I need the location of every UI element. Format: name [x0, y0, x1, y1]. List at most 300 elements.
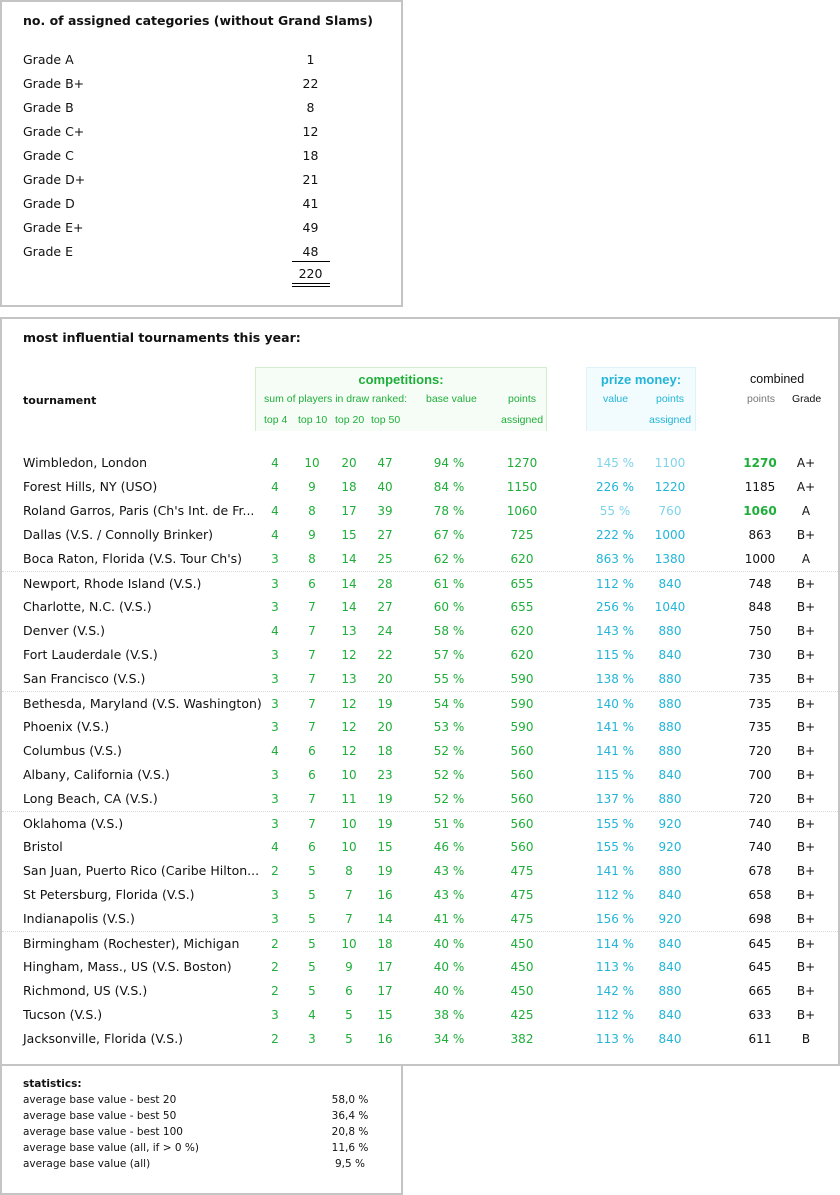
- cell-t50: 22: [377, 648, 393, 662]
- cell-base: 54 %: [433, 697, 465, 711]
- cell-cpts: 590: [510, 697, 534, 711]
- cell-cpts: 560: [510, 744, 534, 758]
- cell-t4: 2: [271, 960, 279, 974]
- tournament-name: Hingham, Mass., US (V.S. Boston): [23, 959, 232, 974]
- cell-grade: B+: [796, 984, 816, 998]
- cell-t4: 4: [271, 480, 279, 494]
- cell-t10: 6: [308, 577, 316, 591]
- cell-t20: 5: [345, 1008, 353, 1022]
- cell-grade: B+: [796, 960, 816, 974]
- cell-t10: 7: [308, 792, 316, 806]
- cell-grade: B+: [796, 624, 816, 638]
- cell-t10: 5: [308, 984, 316, 998]
- cell-t10: 5: [308, 960, 316, 974]
- cell-comb: 730: [748, 648, 772, 662]
- table-row: [2, 787, 838, 811]
- cell-ppts: 1380: [654, 552, 686, 566]
- cell-cpts: 560: [510, 768, 534, 782]
- cell-ppts: 1000: [654, 528, 686, 542]
- cell-cpts: 725: [510, 528, 534, 542]
- cell-t50: 17: [377, 984, 393, 998]
- cell-t50: 19: [377, 864, 393, 878]
- table-row: [2, 907, 838, 931]
- cell-t20: 14: [341, 552, 357, 566]
- cell-cpts: 655: [510, 600, 534, 614]
- grade-label: Grade C: [23, 148, 74, 163]
- cell-t50: 16: [377, 1032, 393, 1046]
- grade-count-panel: [0, 0, 403, 307]
- cell-t10: 9: [308, 480, 316, 494]
- table-row: [2, 643, 838, 667]
- statistic-value: 9,5 %: [334, 1158, 365, 1170]
- tournament-name: Long Beach, CA (V.S.): [23, 791, 158, 806]
- cell-pval: 115 %: [595, 648, 635, 662]
- cell-t10: 7: [308, 624, 316, 638]
- cell-comb: 735: [748, 697, 772, 711]
- cell-cpts: 620: [510, 552, 534, 566]
- cell-comb: 735: [748, 720, 772, 734]
- competitions-header: competitions:: [358, 372, 444, 387]
- cell-pval: 156 %: [595, 912, 635, 926]
- cell-base: 40 %: [433, 937, 465, 951]
- table-row: [2, 475, 838, 499]
- cell-t4: 3: [271, 1008, 279, 1022]
- cell-pval: 141 %: [595, 744, 635, 758]
- cell-t10: 5: [308, 864, 316, 878]
- cell-pval: 256 %: [595, 600, 635, 614]
- cell-t4: 2: [271, 864, 279, 878]
- col-tournament: tournament: [23, 394, 97, 407]
- cell-t10: 7: [308, 600, 316, 614]
- cell-pval: 113 %: [595, 960, 635, 974]
- cell-comb: 700: [748, 768, 772, 782]
- col-prize-value: value: [603, 393, 629, 405]
- tournament-name: Dallas (V.S. / Connolly Brinker): [23, 527, 214, 542]
- tournament-name: Boca Raton, Florida (V.S. Tour Ch's): [23, 551, 243, 566]
- cell-comb: 740: [748, 840, 772, 854]
- grade-label: Grade D+: [23, 172, 86, 187]
- cell-comb: 848: [748, 600, 772, 614]
- cell-base: 67 %: [433, 528, 465, 542]
- cell-t50: 20: [377, 672, 393, 686]
- cell-pval: 113 %: [595, 1032, 635, 1046]
- cell-t50: 20: [377, 720, 393, 734]
- cell-t20: 13: [341, 672, 357, 686]
- cell-base: 38 %: [433, 1008, 465, 1022]
- grade-total: 220: [298, 266, 323, 281]
- table-row: [2, 979, 838, 1003]
- table-row: [2, 955, 838, 979]
- statistic-label: average base value (all): [23, 1158, 151, 1170]
- cell-base: 51 %: [433, 817, 465, 831]
- cell-t4: 2: [271, 1032, 279, 1046]
- cell-t4: 4: [271, 528, 279, 542]
- cell-comb: 720: [748, 792, 772, 806]
- cell-cpts: 450: [510, 960, 534, 974]
- cell-t20: 7: [345, 912, 353, 926]
- cell-t20: 6: [345, 984, 353, 998]
- tournaments-title: most influential tournaments this year:: [23, 330, 301, 345]
- table-row: [2, 571, 838, 596]
- cell-ppts: 880: [658, 672, 682, 686]
- cell-grade: B+: [796, 840, 816, 854]
- cell-t20: 8: [345, 864, 353, 878]
- cell-grade: B+: [796, 744, 816, 758]
- cell-grade: B+: [796, 817, 816, 831]
- cell-pval: 141 %: [595, 720, 635, 734]
- cell-cpts: 475: [510, 888, 534, 902]
- tournament-name: San Juan, Puerto Rico (Caribe Hilton...: [23, 863, 260, 878]
- cell-comb: 645: [748, 960, 772, 974]
- tournament-name: Phoenix (V.S.): [23, 719, 110, 734]
- cell-ppts: 880: [658, 864, 682, 878]
- cell-comb: 645: [748, 937, 772, 951]
- cell-t50: 25: [377, 552, 393, 566]
- cell-comb: 1000: [744, 552, 776, 566]
- cell-t10: 6: [308, 744, 316, 758]
- grade-label: Grade A: [23, 52, 74, 67]
- statistics-title: statistics:: [23, 1078, 82, 1090]
- grade-count: 49: [302, 220, 319, 235]
- cell-t4: 3: [271, 720, 279, 734]
- cell-t20: 10: [341, 817, 357, 831]
- tournament-name: St Petersburg, Florida (V.S.): [23, 887, 195, 902]
- col-assigned: assigned: [501, 414, 544, 426]
- cell-ppts: 840: [658, 888, 682, 902]
- cell-t4: 4: [271, 624, 279, 638]
- cell-cpts: 590: [510, 720, 534, 734]
- cell-pval: 114 %: [595, 937, 635, 951]
- grade-count: 21: [302, 172, 319, 187]
- cell-cpts: 382: [510, 1032, 534, 1046]
- cell-cpts: 1270: [506, 456, 538, 470]
- grade-count: 12: [302, 124, 319, 139]
- cell-grade: B+: [796, 864, 816, 878]
- tournament-name: Indianapolis (V.S.): [23, 911, 135, 926]
- cell-comb: 748: [748, 577, 772, 591]
- table-row: [2, 859, 838, 883]
- cell-t20: 11: [341, 792, 357, 806]
- cell-t20: 18: [341, 480, 357, 494]
- table-row: [2, 619, 838, 643]
- table-row: [2, 811, 838, 836]
- cell-t10: 8: [308, 504, 316, 518]
- statistic-label: average base value (all, if > 0 %): [23, 1142, 199, 1154]
- cell-cpts: 590: [510, 672, 534, 686]
- tournaments-panel: [0, 317, 840, 1066]
- cell-pval: 112 %: [595, 1008, 635, 1022]
- cell-cpts: 425: [510, 1008, 534, 1022]
- statistic-label: average base value - best 20: [23, 1094, 177, 1106]
- cell-grade: A+: [796, 456, 816, 470]
- cell-cpts: 450: [510, 937, 534, 951]
- cell-pval: 112 %: [595, 577, 635, 591]
- cell-t50: 24: [377, 624, 393, 638]
- grade-label: Grade B+: [23, 76, 85, 91]
- cell-base: 52 %: [433, 792, 465, 806]
- cell-t4: 4: [271, 840, 279, 854]
- cell-grade: A+: [796, 480, 816, 494]
- sum-players-header: sum of players in draw ranked:: [264, 393, 407, 405]
- grade-count: 22: [302, 76, 319, 91]
- cell-t20: 9: [345, 960, 353, 974]
- cell-t10: 5: [308, 888, 316, 902]
- cell-t20: 12: [341, 697, 357, 711]
- cell-t20: 7: [345, 888, 353, 902]
- cell-t20: 17: [341, 504, 357, 518]
- tournament-name: Albany, California (V.S.): [23, 767, 170, 782]
- col-combined-grade: Grade: [792, 393, 822, 405]
- cell-t50: 18: [377, 744, 393, 758]
- table-row: [2, 739, 838, 763]
- cell-ppts: 880: [658, 720, 682, 734]
- cell-t4: 2: [271, 984, 279, 998]
- cell-pval: 140 %: [595, 697, 635, 711]
- cell-pval: 115 %: [595, 768, 635, 782]
- cell-ppts: 1100: [654, 456, 686, 470]
- cell-pval: 141 %: [595, 864, 635, 878]
- cell-t10: 9: [308, 528, 316, 542]
- cell-base: 53 %: [433, 720, 465, 734]
- col-combined-points: points: [747, 393, 776, 405]
- cell-pval: 155 %: [595, 817, 635, 831]
- cell-base: 52 %: [433, 744, 465, 758]
- tournament-name: Newport, Rhode Island (V.S.): [23, 576, 202, 591]
- cell-pval: 137 %: [595, 792, 635, 806]
- tournament-name: Columbus (V.S.): [23, 743, 122, 758]
- cell-t50: 23: [377, 768, 393, 782]
- cell-grade: B+: [796, 600, 816, 614]
- cell-t50: 15: [377, 840, 393, 854]
- cell-t4: 4: [271, 456, 279, 470]
- cell-t50: 39: [377, 504, 393, 518]
- table-row: [2, 667, 838, 691]
- cell-t4: 3: [271, 817, 279, 831]
- col-base-value: base value: [426, 393, 477, 405]
- tournament-name: Bristol: [23, 839, 63, 854]
- cell-comb: 665: [748, 984, 772, 998]
- cell-t20: 10: [341, 768, 357, 782]
- grade-label: Grade E+: [23, 220, 84, 235]
- grade-count: 8: [306, 100, 315, 115]
- grade-label: Grade C+: [23, 124, 85, 139]
- cell-base: 43 %: [433, 888, 465, 902]
- cell-pval: 863 %: [595, 552, 635, 566]
- tournament-name: Bethesda, Maryland (V.S. Washington): [23, 696, 262, 711]
- prize-money-header: prize money:: [600, 372, 682, 387]
- cell-pval: 55 %: [599, 504, 631, 518]
- cell-t4: 3: [271, 888, 279, 902]
- table-row: [2, 763, 838, 787]
- grade-label: Grade B: [23, 100, 74, 115]
- tournament-name: Jacksonville, Florida (V.S.): [23, 1031, 184, 1046]
- table-row: [2, 595, 838, 619]
- cell-ppts: 880: [658, 744, 682, 758]
- cell-grade: B+: [796, 697, 816, 711]
- cell-ppts: 840: [658, 648, 682, 662]
- cell-comb: 863: [748, 528, 772, 542]
- cell-comb: 611: [748, 1032, 772, 1046]
- cell-t4: 3: [271, 672, 279, 686]
- cell-ppts: 880: [658, 984, 682, 998]
- double-rule-bottom: [292, 286, 330, 287]
- cell-t50: 18: [377, 937, 393, 951]
- grade-count: 48: [302, 244, 319, 259]
- cell-cpts: 655: [510, 577, 534, 591]
- statistic-value: 58,0 %: [331, 1094, 369, 1106]
- cell-base: 46 %: [433, 840, 465, 854]
- cell-t10: 7: [308, 817, 316, 831]
- tournament-name: Fort Lauderdale (V.S.): [23, 647, 158, 662]
- cell-t20: 15: [341, 528, 357, 542]
- cell-grade: B+: [796, 768, 816, 782]
- cell-grade: B+: [796, 888, 816, 902]
- cell-grade: B+: [796, 937, 816, 951]
- statistic-value: 11,6 %: [331, 1142, 369, 1154]
- cell-t4: 3: [271, 600, 279, 614]
- cell-t10: 4: [308, 1008, 316, 1022]
- cell-t10: 5: [308, 912, 316, 926]
- cell-pval: 222 %: [595, 528, 635, 542]
- tournament-name: San Francisco (V.S.): [23, 671, 146, 686]
- cell-pval: 155 %: [595, 840, 635, 854]
- cell-t20: 12: [341, 720, 357, 734]
- cell-base: 41 %: [433, 912, 465, 926]
- cell-ppts: 1040: [654, 600, 686, 614]
- cell-grade: A: [801, 552, 811, 566]
- grade-count: 41: [302, 196, 319, 211]
- cell-cpts: 560: [510, 817, 534, 831]
- grade-count: 18: [302, 148, 319, 163]
- cell-comb: 735: [748, 672, 772, 686]
- tournament-name: Denver (V.S.): [23, 623, 106, 638]
- cell-t4: 3: [271, 648, 279, 662]
- cell-grade: B+: [796, 720, 816, 734]
- table-row: [2, 931, 838, 956]
- table-row: [2, 835, 838, 859]
- cell-pval: 138 %: [595, 672, 635, 686]
- cell-ppts: 760: [658, 504, 682, 518]
- cell-comb: 658: [748, 888, 772, 902]
- cell-grade: A: [801, 504, 811, 518]
- cell-cpts: 560: [510, 792, 534, 806]
- cell-grade: B+: [796, 912, 816, 926]
- cell-base: 61 %: [433, 577, 465, 591]
- cell-comb: 678: [748, 864, 772, 878]
- cell-t4: 2: [271, 937, 279, 951]
- cell-comb: 720: [748, 744, 772, 758]
- statistic-label: average base value - best 100: [23, 1126, 183, 1138]
- col-prize-points: points: [656, 393, 685, 405]
- cell-t50: 14: [377, 912, 393, 926]
- cell-ppts: 840: [658, 577, 682, 591]
- cell-base: 52 %: [433, 768, 465, 782]
- cell-t4: 4: [271, 744, 279, 758]
- cell-t20: 5: [345, 1032, 353, 1046]
- grade-label: Grade E: [23, 244, 73, 259]
- cell-t20: 12: [341, 744, 357, 758]
- cell-ppts: 840: [658, 960, 682, 974]
- cell-comb: 698: [748, 912, 772, 926]
- statistic-label: average base value - best 50: [23, 1110, 177, 1122]
- cell-base: 43 %: [433, 864, 465, 878]
- cell-ppts: 840: [658, 768, 682, 782]
- cell-cpts: 450: [510, 984, 534, 998]
- cell-t50: 16: [377, 888, 393, 902]
- table-row: [2, 883, 838, 907]
- cell-ppts: 1220: [654, 480, 686, 494]
- cell-comb: 750: [748, 624, 772, 638]
- grade-label: Grade D: [23, 196, 75, 211]
- cell-grade: B+: [796, 672, 816, 686]
- cell-base: 62 %: [433, 552, 465, 566]
- grade-count: 1: [306, 52, 315, 67]
- cell-ppts: 880: [658, 792, 682, 806]
- table-row: [2, 523, 838, 547]
- cell-t4: 3: [271, 912, 279, 926]
- cell-cpts: 1150: [506, 480, 538, 494]
- cell-t10: 10: [304, 456, 320, 470]
- cell-ppts: 840: [658, 1032, 682, 1046]
- cell-ppts: 880: [658, 624, 682, 638]
- tournament-name: Richmond, US (V.S.): [23, 983, 148, 998]
- cell-ppts: 880: [658, 697, 682, 711]
- statistic-value: 20,8 %: [331, 1126, 369, 1138]
- cell-base: 40 %: [433, 984, 465, 998]
- tournament-name: Roland Garros, Paris (Ch's Int. de Fr...: [23, 503, 255, 518]
- cell-grade: B+: [796, 528, 816, 542]
- col-top4: top 4: [264, 414, 288, 426]
- cell-cpts: 1060: [506, 504, 538, 518]
- cell-grade: B: [801, 1032, 811, 1046]
- grade-panel-title: no. of assigned categories (without Grand Slams): [23, 13, 373, 28]
- cell-t10: 7: [308, 672, 316, 686]
- cell-base: 40 %: [433, 960, 465, 974]
- tournament-name: Tucson (V.S.): [23, 1007, 103, 1022]
- col-top20: top 20: [335, 414, 365, 426]
- table-row: [2, 1027, 838, 1051]
- cell-ppts: 920: [658, 912, 682, 926]
- cell-t4: 3: [271, 792, 279, 806]
- cell-comb: 1270: [743, 456, 777, 470]
- cell-cpts: 620: [510, 624, 534, 638]
- cell-t4: 3: [271, 577, 279, 591]
- cell-t50: 19: [377, 792, 393, 806]
- cell-pval: 142 %: [595, 984, 635, 998]
- cell-comb: 633: [748, 1008, 772, 1022]
- statistics-panel: [0, 1064, 403, 1195]
- cell-base: 94 %: [433, 456, 465, 470]
- cell-t10: 7: [308, 697, 316, 711]
- cell-base: 34 %: [433, 1032, 465, 1046]
- col-points: points: [508, 393, 537, 405]
- cell-cpts: 475: [510, 864, 534, 878]
- cell-grade: B+: [796, 792, 816, 806]
- cell-t4: 3: [271, 552, 279, 566]
- cell-ppts: 920: [658, 817, 682, 831]
- col-top50: top 50: [371, 414, 401, 426]
- sum-rule: [292, 261, 330, 262]
- table-row: [2, 499, 838, 523]
- cell-pval: 145 %: [595, 456, 635, 470]
- cell-t50: 28: [377, 577, 393, 591]
- tournament-name: Oklahoma (V.S.): [23, 816, 124, 831]
- cell-ppts: 840: [658, 937, 682, 951]
- cell-base: 57 %: [433, 648, 465, 662]
- tournament-name: Birmingham (Rochester), Michigan: [23, 936, 240, 951]
- cell-ppts: 920: [658, 840, 682, 854]
- cell-pval: 226 %: [595, 480, 635, 494]
